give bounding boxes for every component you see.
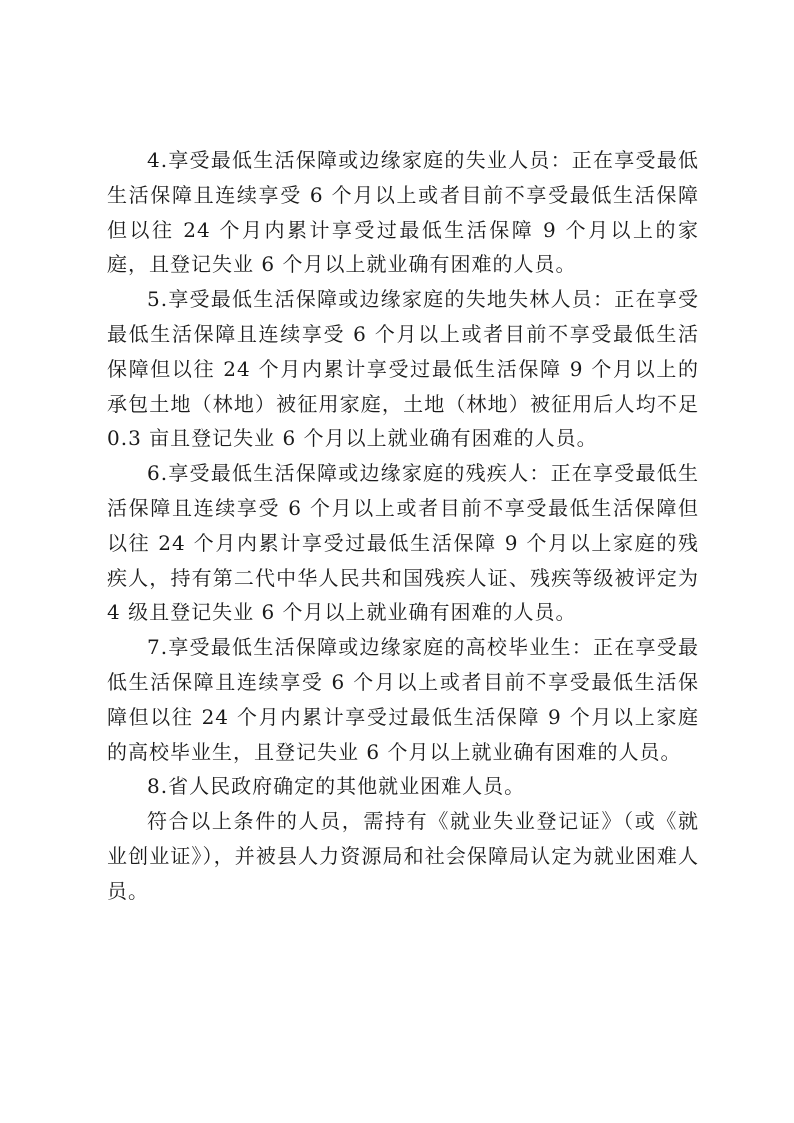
- paragraph-item-4: 4.享受最低生活保障或边缘家庭的失业人员：正在享受最低生活保障且连续享受 6 个月以上或者目前不享受最低生活保障但以往 24 个月内累计享受过最低生活保障 9 个月以上的家庭，且登记失业 6 个月以上就业确有困难的人员。: [107, 148, 699, 277]
- paragraph-item-6: 6.享受最低生活保障或边缘家庭的残疾人：正在享受最低生活保障且连续享受 6 个月以上或者目前不享受最低生活保障但以往 24 个月内累计享受过最低生活保障 9 个月以上家庭的残疾人，持有第二代中华人民共和国残疾人证、残疾等级被评定为 4 级且登记失业 6 个月以上就业确有困难的人员。: [107, 461, 699, 625]
- paragraph-item-8: 8.省人民政府确定的其他就业困难人员。: [147, 774, 526, 799]
- paragraph-conclusion: 符合以上条件的人员，需持有《就业失业登记证》（或《就业创业证》），并被县人力资源局和社会保障局认定为就业困难人员。: [107, 809, 699, 903]
- paragraph-item-5: 5.享受最低生活保障或边缘家庭的失地失林人员：正在享受最低生活保障且连续享受 6 个月以上或者目前不享受最低生活保障但以往 24 个月内累计享受过最低生活保障 9 个月以上的承包土地（林地）被征用家庭，土地（林地）被征用后人均不足 0.3 亩且登记失业 6 个月以上就业确有困难的人员。: [107, 287, 699, 451]
- document-body: [107, 143, 699, 909]
- paragraph-item-7: 7.享受最低生活保障或边缘家庭的高校毕业生：正在享受最低生活保障且连续享受 6 个月以上或者目前不享受最低生活保障但以往 24 个月内累计享受过最低生活保障 9 个月以上家庭的高校毕业生，且登记失业 6 个月以上就业确有困难的人员。: [107, 635, 699, 764]
